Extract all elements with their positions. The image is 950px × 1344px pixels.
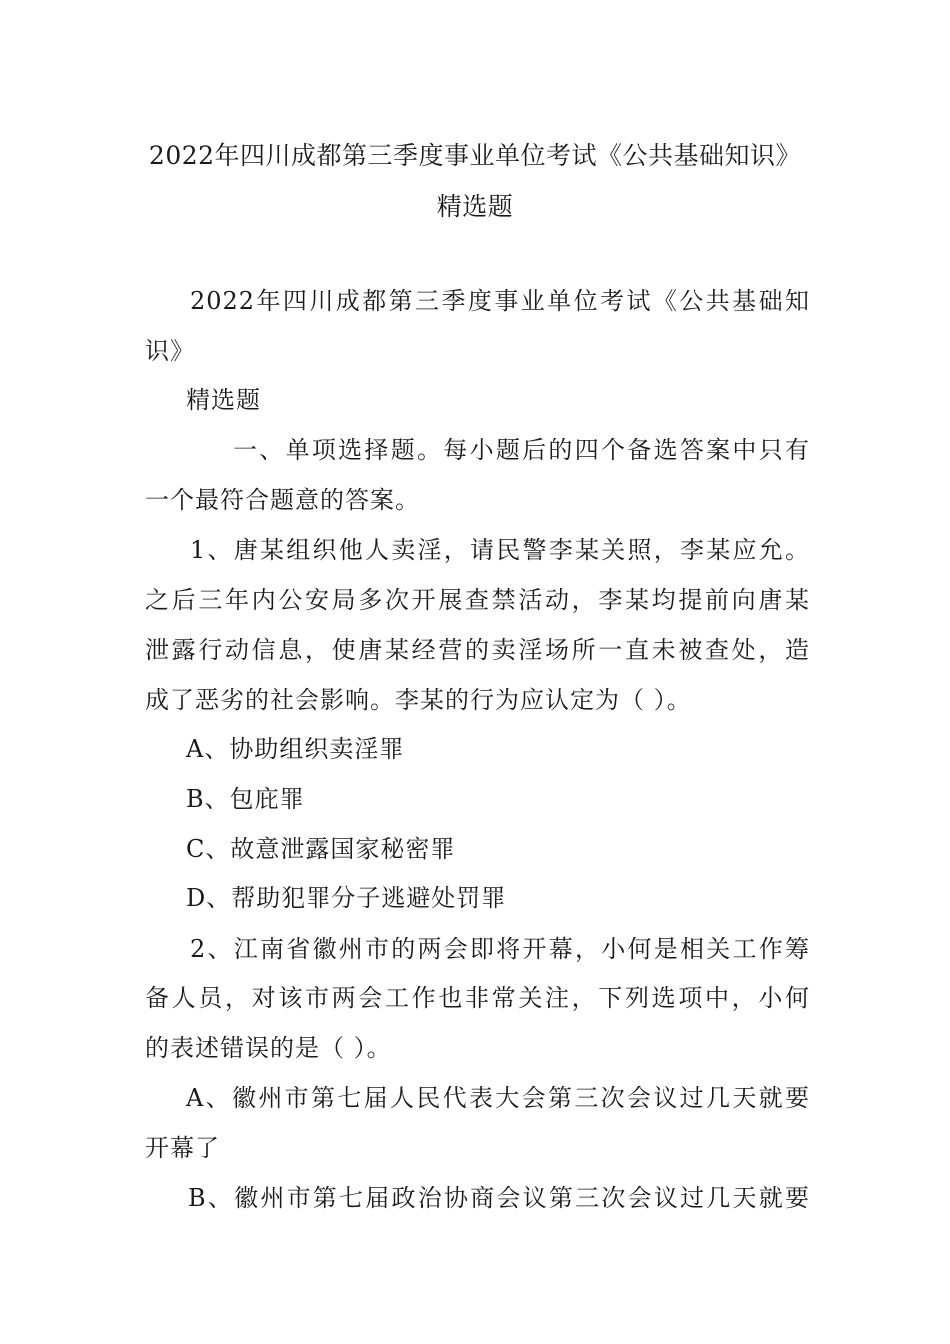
subheading-line-2: 识》: [145, 337, 195, 365]
document-title-line-1: 2022年四川成都第三季度事业单位考试《公共基础知识》: [148, 141, 802, 170]
question-2-line-3: 的表述错误的是（ ）。: [145, 1034, 392, 1062]
question-2-option-a-line-2: 开幕了: [145, 1134, 220, 1162]
question-2-line-2: 备人员，对该市两会工作也非常关注，下列选项中，小何: [145, 984, 810, 1012]
question-1-option-c: C、故意泄露国家秘密罪: [186, 835, 456, 863]
question-1-line-2: 之后三年内公安局多次开展查禁活动，李某均提前向唐某: [145, 586, 810, 614]
question-1-line-4: 成了恶劣的社会影响。李某的行为应认定为（ ）。: [145, 686, 692, 714]
question-1-option-b: B、包庇罪: [186, 785, 305, 813]
section-heading-line-2: 一个最符合题意的答案。: [145, 486, 420, 514]
section-heading-line-1: 一、单项选择题。每小题后的四个备选答案中只有: [233, 436, 810, 464]
subheading-line-1: 2022年四川成都第三季度事业单位考试《公共基础知: [190, 287, 810, 315]
question-1-line-3: 泄露行动信息，使唐某经营的卖淫场所一直未被查处，造: [145, 636, 810, 664]
question-2-line-1: 2、江南省徽州市的两会即将开幕，小何是相关工作筹: [190, 935, 810, 963]
document-title-line-2: 精选题: [436, 192, 514, 221]
question-2-option-b-line-1: B、徽州市第七届政治协商会议第三次会议过几天就要: [188, 1184, 810, 1212]
question-1-line-1: 1、唐某组织他人卖淫，请民警李某关照，李某应允。: [190, 536, 810, 564]
question-1-option-d: D、帮助犯罪分子逃避处罚罪: [186, 884, 507, 912]
question-1-option-a: A、协助组织卖淫罪: [186, 735, 405, 763]
question-2-option-a-line-1: A、徽州市第七届人民代表大会第三次会议过几天就要: [186, 1084, 810, 1112]
subheading-line-3: 精选题: [186, 386, 261, 414]
